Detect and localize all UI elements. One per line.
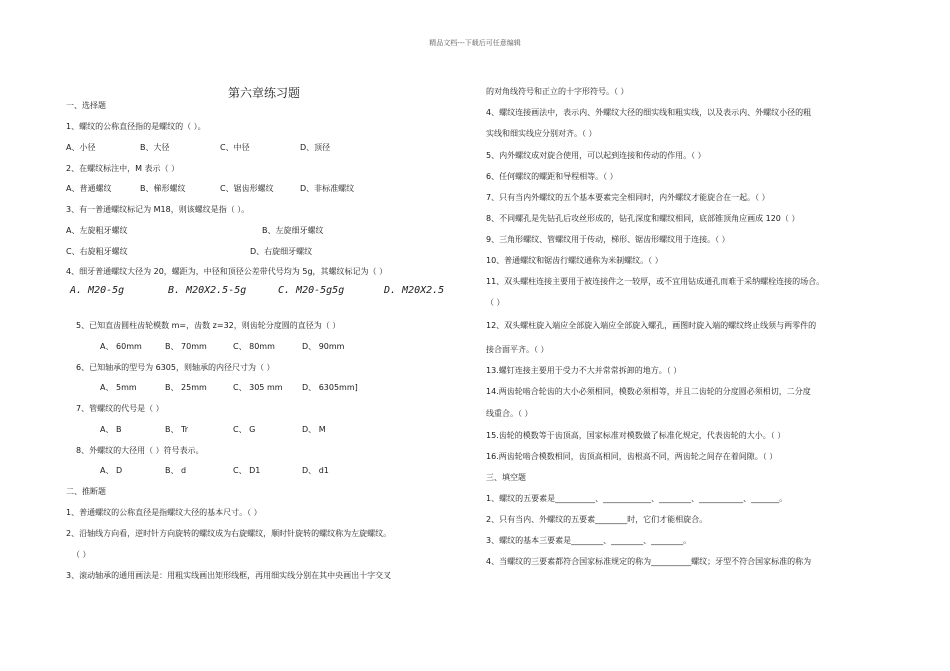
option: A、 5mm bbox=[100, 383, 137, 392]
option: A、 60mm bbox=[100, 342, 142, 351]
option: B、 d bbox=[165, 466, 187, 475]
option: A、 B bbox=[100, 425, 122, 434]
question: 16.两齿轮啮合模数相同，齿顶高相同，齿根高不同，两齿轮之间存在着间隙。（ ） bbox=[486, 452, 778, 461]
option: C、 G bbox=[233, 425, 256, 434]
option: A、 D bbox=[100, 466, 123, 475]
option: A、普通螺纹 bbox=[66, 184, 112, 193]
option: A、小径 bbox=[66, 143, 96, 152]
option: B、 70mm bbox=[165, 342, 207, 351]
option: C. M20-5g5g bbox=[278, 285, 345, 296]
question: 2、在螺纹标注中，M 表示（ ） bbox=[66, 164, 180, 173]
question: 7、只有当内外螺纹的五个基本要素完全相同时，内外螺纹才能旋合在一起。（ ） bbox=[486, 193, 770, 202]
question: 15.齿轮的模数等于齿顶高，国家标准对模数做了标准化规定，代表齿轮的大小。（ ） bbox=[486, 431, 786, 440]
question: 接合面平齐。（ ） bbox=[486, 345, 549, 354]
question: 13.螺钉连接主要用于受力不大并常常拆卸的地方。（ ） bbox=[486, 366, 682, 375]
option: B. M20X2.5-5g bbox=[168, 285, 247, 296]
question: 3、滚动轴承的通用画法是：用粗实线画出矩形线框，再用细实线分别在其中央画出十字交叉 bbox=[66, 571, 392, 580]
option: D、右旋细牙螺纹 bbox=[250, 247, 313, 256]
option: C、 D1 bbox=[233, 466, 261, 475]
fill-in-question: 1、螺纹的五要素是__________、____________、________、___________、_______。 bbox=[486, 494, 788, 503]
question: 3、有一普通螺纹标记为 M18，则该螺纹是指（ ）。 bbox=[66, 205, 250, 214]
fill-in-question: 2、只有当内、外螺纹的五要素________时，它们才能相旋合。 bbox=[486, 515, 708, 524]
question: 12、双头螺柱旋入端应全部旋入端应全部旋入螺孔，画图时旋入端的螺纹终止线须与两零件的 bbox=[486, 321, 817, 330]
section-heading: 一、选择题 bbox=[66, 101, 106, 110]
option: B、左旋细牙螺纹 bbox=[262, 226, 324, 235]
question: 5、内外螺纹成对旋合使用，可以起到连接和传动的作用。（ ） bbox=[486, 151, 706, 160]
option: A、左旋粗牙螺纹 bbox=[66, 226, 128, 235]
option: D、非标准螺纹 bbox=[300, 184, 355, 193]
option: D、 d1 bbox=[302, 466, 329, 475]
page-header: 精品文档---下载后可任意编辑 bbox=[429, 39, 521, 47]
question: 5、已知直齿圆柱齿轮模数 m=，齿数 z=32，则齿轮分度圆的直径为（ ） bbox=[76, 321, 341, 330]
option: B、 25mm bbox=[165, 383, 207, 392]
option: C、锯齿形螺纹 bbox=[220, 184, 274, 193]
question: 6、任何螺纹的螺距和导程相等。（ ） bbox=[486, 172, 618, 181]
question: 4、螺纹连接画法中，表示内、外螺纹大径的细实线和粗实线，以及表示内、外螺纹小径的粗 bbox=[486, 108, 812, 117]
option: A. M20-5g bbox=[70, 285, 125, 296]
question: 14.两齿轮啮合轮齿的大小必须相同，模数必须相等，并且二齿轮的分度圆必须相切，二分度 bbox=[486, 387, 811, 396]
option: C、右旋粗牙螺纹 bbox=[66, 247, 128, 256]
option: B、梯形螺纹 bbox=[140, 184, 186, 193]
question: 7、管螺纹的代号是（ ） bbox=[76, 404, 164, 413]
question: 1、螺纹的公称直径指的是螺纹的（ ）。 bbox=[66, 122, 206, 131]
question: 8、不同螺孔是先钻孔后攻丝形成的，钻孔深度和螺纹相同，底部锥顶角应画成 120（ ） bbox=[486, 214, 800, 223]
question: 4、细牙普通螺纹大径为 20，螺距为，中径和顶径公差带代号均为 5g，其螺纹标记为（ ） bbox=[66, 267, 388, 276]
question: 线重合。（ ） bbox=[486, 409, 533, 418]
question: 1、普通螺纹的公称直径是指螺纹大径的基本尺寸。（ ） bbox=[66, 508, 262, 517]
option: D. M20X2.5 bbox=[384, 285, 445, 296]
section-heading: 二、推断题 bbox=[66, 487, 106, 496]
fill-in-question: 4、当螺纹的三要素都符合国家标准规定的称为__________螺纹；牙型不符合国家标准的称为 bbox=[486, 557, 812, 566]
option: D、顶径 bbox=[300, 143, 331, 152]
question: 8、外螺纹的大径用（ ）符号表示。 bbox=[76, 446, 204, 455]
page-title: 第六章练习题 bbox=[228, 86, 301, 100]
question: 9、三角形螺纹、管螺纹用于传动，梯形、锯齿形螺纹用于连接。（ ） bbox=[486, 235, 730, 244]
option: C、中径 bbox=[220, 143, 250, 152]
question: 11、双头螺柱连接主要用于被连接件之一较厚，或不宜用钻成通孔而难于采纳螺栓连接的场合。 bbox=[486, 277, 825, 286]
fill-in-question: 3、螺纹的基本三要素是________、________、________。 bbox=[486, 536, 692, 545]
answer-blank: （ ） bbox=[486, 298, 505, 307]
section-heading: 三、填空题 bbox=[486, 473, 526, 482]
question: 10、普通螺纹和锯齿行螺纹通称为米制螺纹。（ ） bbox=[486, 256, 663, 265]
option: D、 6305mm] bbox=[302, 383, 358, 392]
option: B、大径 bbox=[140, 143, 170, 152]
answer-blank: （ ） bbox=[72, 550, 91, 559]
option: D、 M bbox=[302, 425, 326, 434]
question: 的对角线符号和正立的十字形符号。（ ） bbox=[486, 87, 629, 96]
question: 6、已知轴承的型号为 6305，则轴承的内径尺寸为（ ） bbox=[76, 363, 275, 372]
option: C、 80mm bbox=[233, 342, 275, 351]
question: 2、沿轴线方向看，逆时针方向旋转的螺纹成为右旋螺纹，顺时针旋转的螺纹称为左旋螺纹。 bbox=[66, 529, 392, 538]
question: 实线和细实线应分别对齐。（ ） bbox=[486, 129, 597, 138]
option: D、 90mm bbox=[302, 342, 345, 351]
option: C、 305 mm bbox=[233, 383, 283, 392]
option: B、 Tr bbox=[165, 425, 189, 434]
